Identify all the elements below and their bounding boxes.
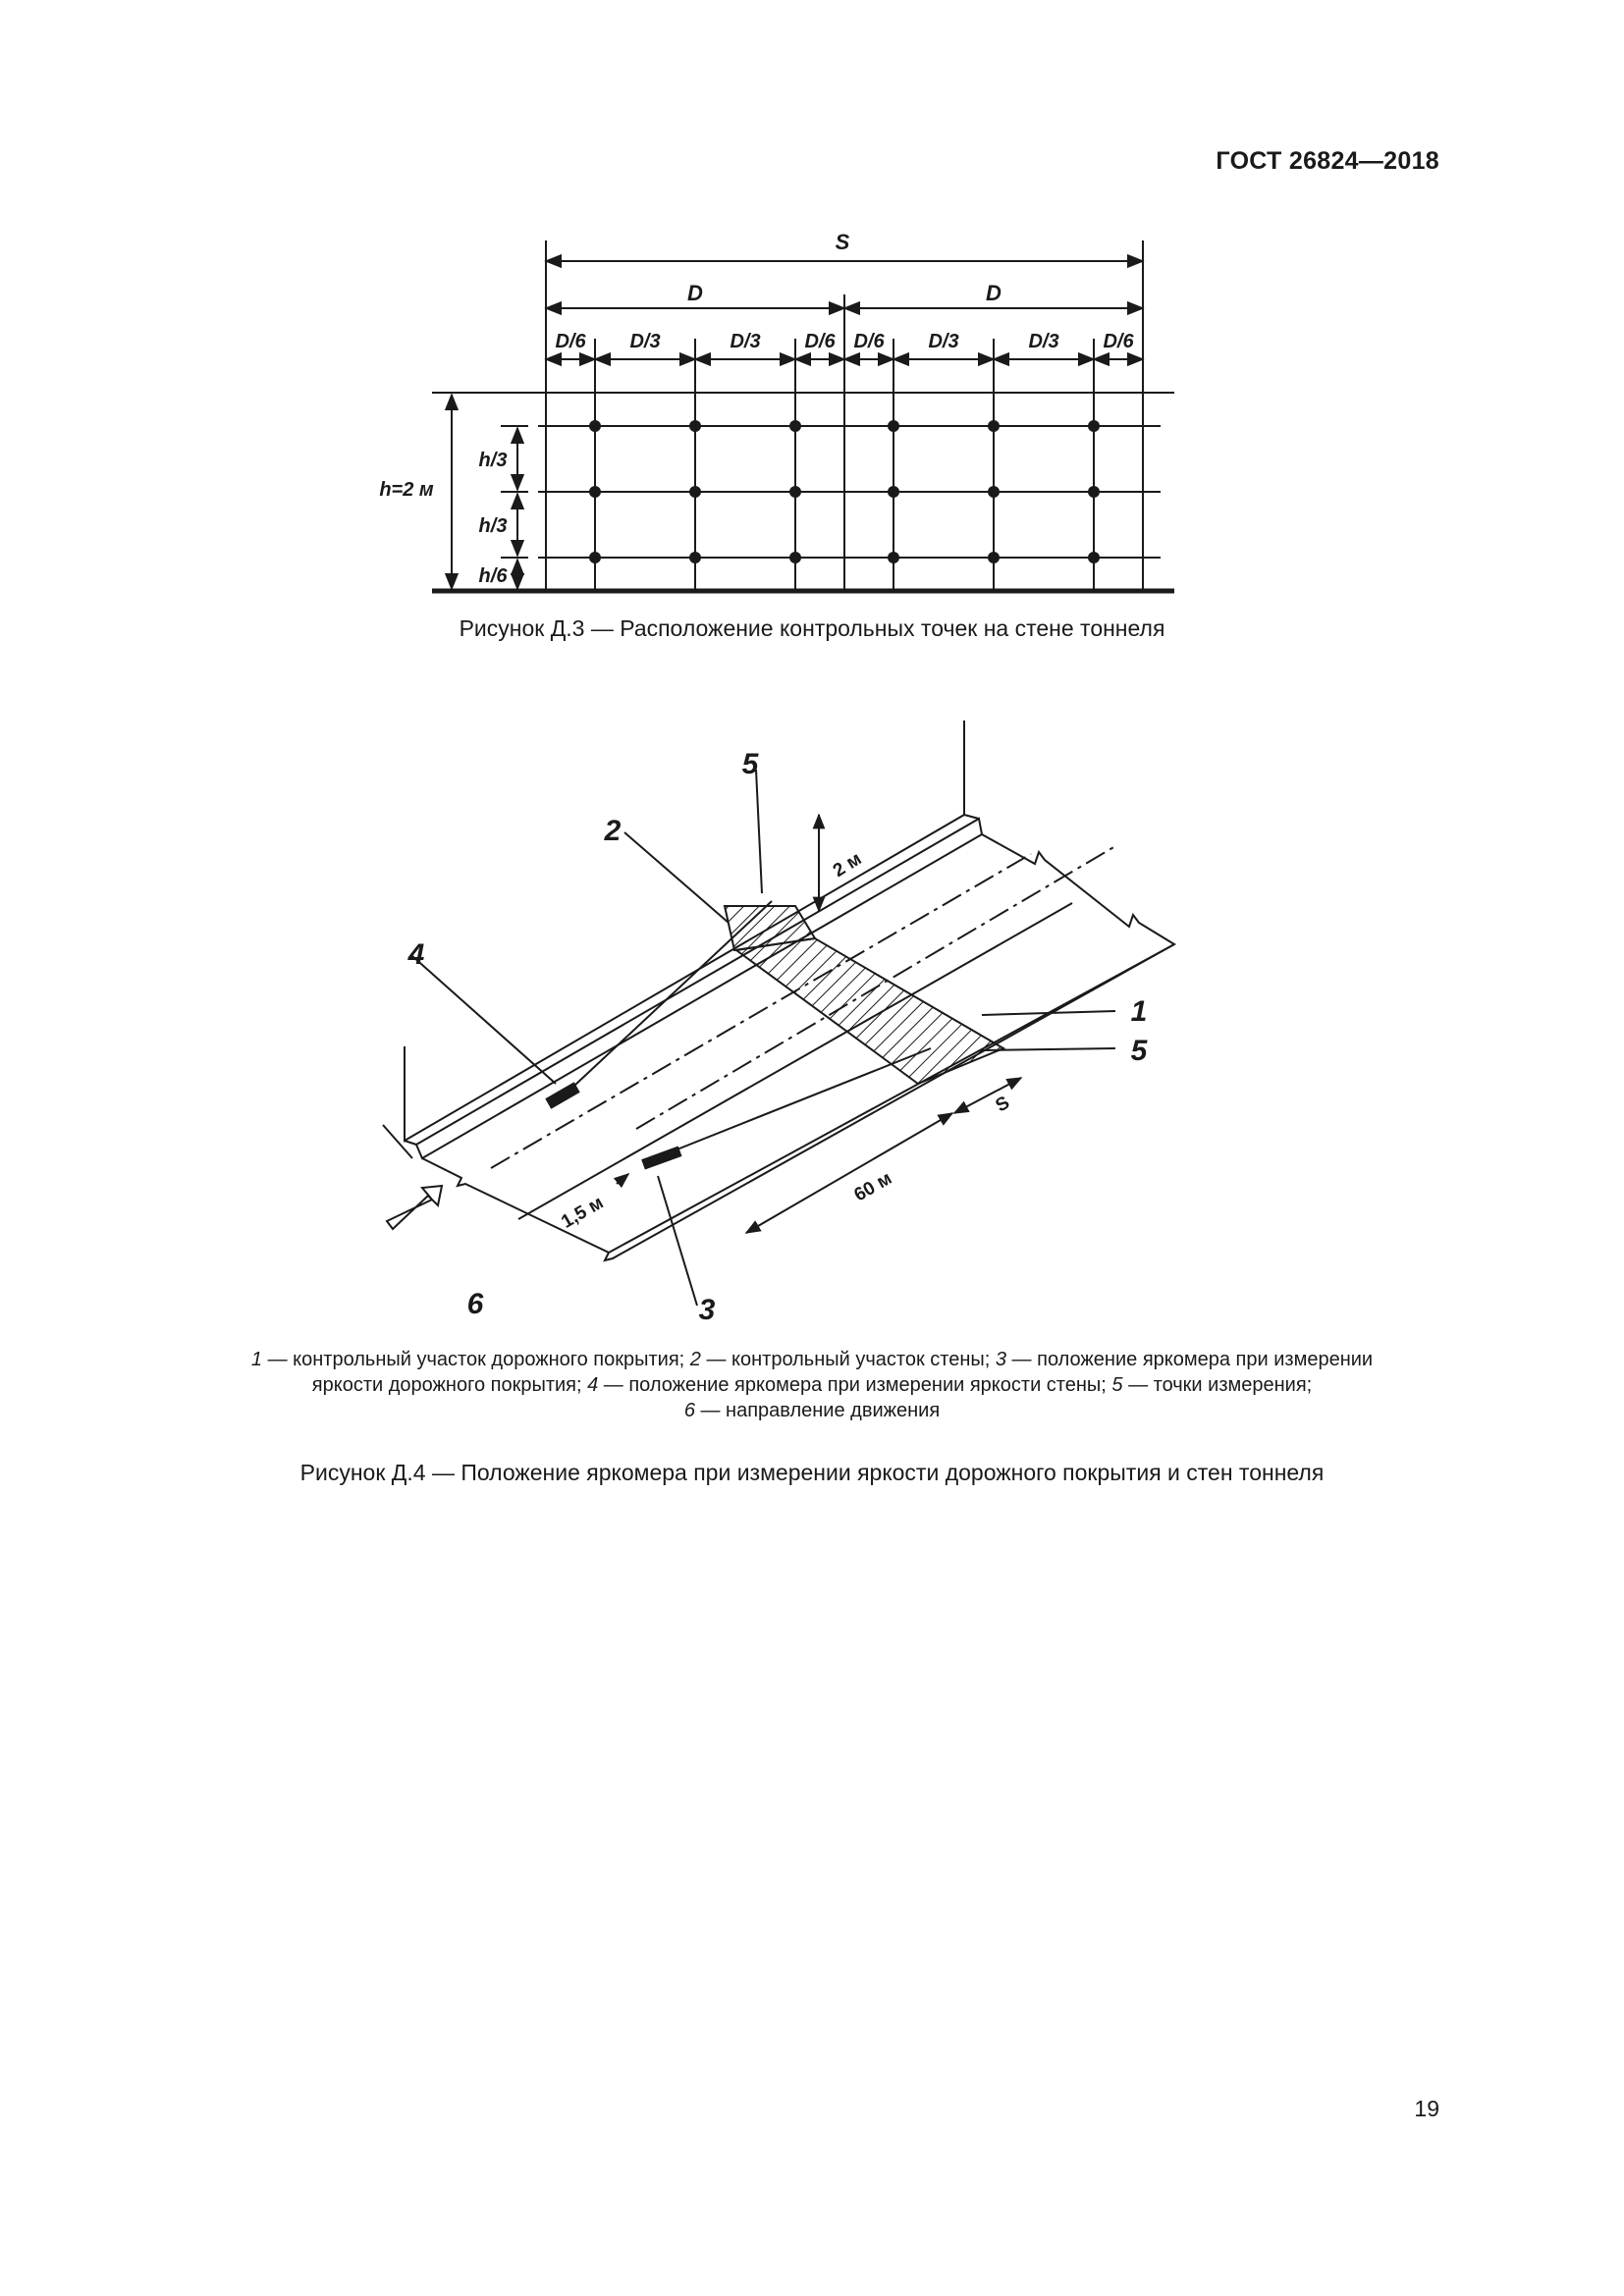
callout-2: 2 <box>604 815 622 847</box>
legend-text: — контрольный участок стены; <box>700 1349 996 1370</box>
dim-sub-label: D/3 <box>1028 331 1059 352</box>
legend-text: — контрольный участок дорожного покрытия; <box>262 1349 690 1370</box>
dim-distance-label: 60 м <box>850 1168 896 1206</box>
page-number: 19 <box>1414 2096 1439 2121</box>
dim-sub-label: D/6 <box>853 331 885 352</box>
figure-d3-diagram <box>0 0 1624 687</box>
dim-sub-label: D/3 <box>730 331 761 352</box>
callout-1: 1 <box>1130 995 1148 1028</box>
legend-text: — точки измерения; <box>1122 1374 1313 1396</box>
figure-d4-legend <box>0 1347 1624 1423</box>
document-header: ГОСТ 26824—2018 <box>1216 147 1439 175</box>
legend-num: 3 <box>995 1349 1006 1370</box>
dim-sub-label: D/3 <box>928 331 959 352</box>
dim-span-label: S <box>992 1092 1013 1117</box>
callout-4: 4 <box>407 938 425 971</box>
dim-sub-label: D/6 <box>1103 331 1134 352</box>
callout-6: 6 <box>466 1288 484 1320</box>
callout-3: 3 <box>698 1294 716 1326</box>
legend-text: — положение яркомера при измерении <box>1006 1349 1374 1370</box>
dim-h-part-label: h/3 <box>478 450 508 471</box>
callout-5: 5 <box>1130 1035 1148 1067</box>
legend-num: 5 <box>1111 1374 1123 1396</box>
dim-S-label: S <box>835 230 850 254</box>
dim-D-left-label: D <box>687 281 703 305</box>
figure-d3-caption: Рисунок Д.3 — Расположение контрольных точек на стене тоннеля <box>459 615 1165 641</box>
legend-num: 4 <box>587 1374 599 1396</box>
figure-d4-diagram <box>0 687 1624 1335</box>
callout-5: 5 <box>741 748 759 780</box>
dim-D-right-label: D <box>986 281 1001 305</box>
dim-wall-height-label: 2 м <box>829 848 866 882</box>
dim-sub-label: D/6 <box>804 331 836 352</box>
legend-num: 6 <box>683 1400 695 1421</box>
dim-h-total-label: h=2 м <box>379 479 434 501</box>
dim-h-part-label: h/6 <box>478 565 508 587</box>
dim-h-part-label: h/3 <box>478 515 508 537</box>
dim-offset-label: 1,5 м <box>558 1192 608 1233</box>
dim-sub-label: D/6 <box>555 331 586 352</box>
dim-sub-label: D/3 <box>629 331 661 352</box>
legend-text: — направление движения <box>694 1400 941 1421</box>
legend-text: яркости дорожного покрытия; <box>311 1374 588 1396</box>
legend-text: — положение яркомера при измерении яркости стены; <box>598 1374 1112 1396</box>
legend-num: 2 <box>689 1349 701 1370</box>
legend-num: 1 <box>250 1349 263 1370</box>
figure-d4-caption: Рисунок Д.4 — Положение яркомера при измерении яркости дорожного покрытия и стен тоннеля <box>299 1460 1325 1485</box>
